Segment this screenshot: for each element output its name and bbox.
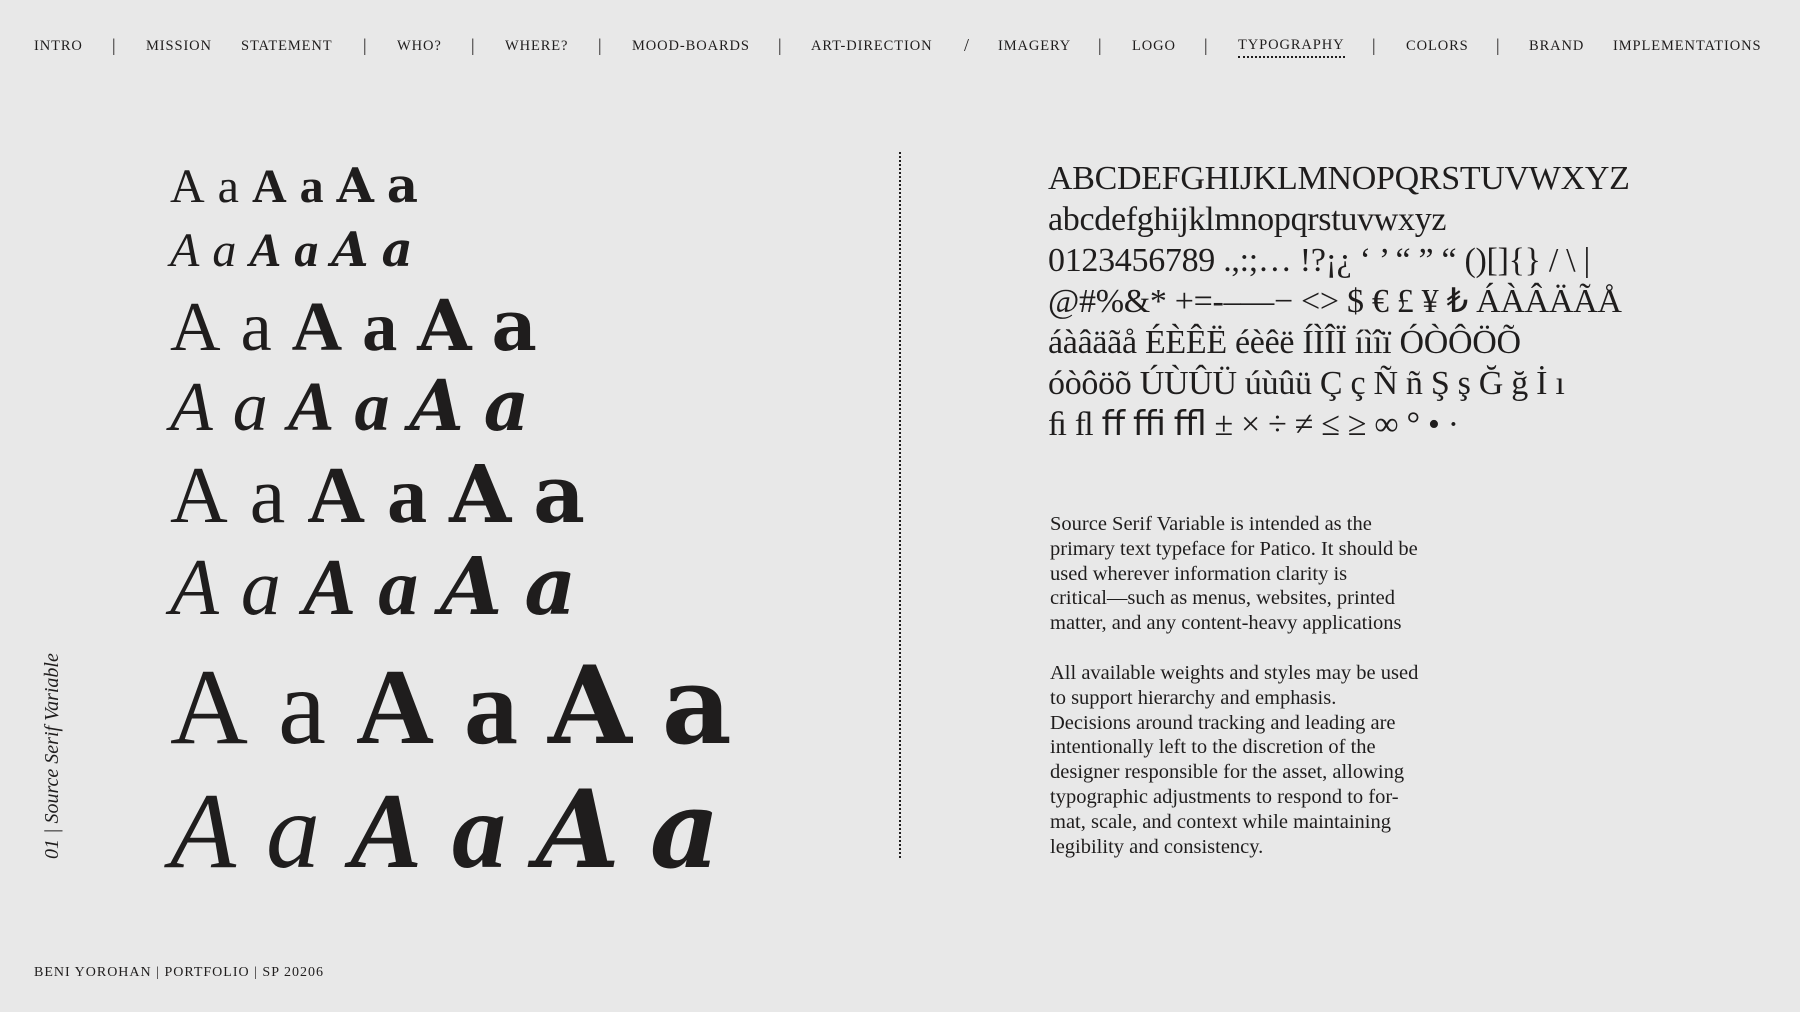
specimen-glyph-semibold-upper: A (307, 452, 366, 540)
text-line: intentionally left to the discretion of the (1050, 736, 1376, 759)
specimen-glyph-semibold-lower: a (299, 160, 324, 213)
specimen-glyph-black-upper: A (417, 284, 472, 367)
nav-link-where[interactable]: WHERE? (505, 38, 569, 54)
specimen-glyph-light-upper: A (170, 160, 205, 213)
footer-credit: BENI YOROHAN | PORTFOLIO | SP 20206 (34, 965, 324, 980)
nav-link-colors[interactable]: COLORS (1406, 38, 1469, 54)
nav-separator: | (1372, 35, 1377, 55)
specimen-row-roman-80 (170, 447, 607, 541)
nav-separator: | (778, 35, 783, 55)
description-paragraph-weights (1050, 661, 1490, 859)
nav-link-who[interactable]: WHO? (397, 38, 442, 54)
nav-separator: | (1204, 35, 1209, 55)
specimen-glyph-black-lower: a (483, 364, 530, 447)
nav-separator: | (1496, 35, 1501, 55)
specimen-glyph-semibold-upper: A (291, 289, 343, 366)
specimen-row-italic-48 (170, 222, 426, 278)
specimen-glyph-black-lower: a (649, 767, 720, 893)
specimen-glyph-light-upper: A (170, 648, 248, 767)
glyph-line-symbols-currency: @#%&* +=-–—− <> $ € £ ¥ ₺ ÁÀÂÄÃÅ (1048, 283, 1622, 320)
nav-separator: | (471, 35, 476, 55)
specimen-glyph-light-lower: a (232, 369, 268, 446)
nav-separator: | (363, 35, 368, 55)
specimen-glyph-light-upper: A (170, 289, 221, 366)
specimen-glyph-black-upper: A (449, 447, 512, 541)
specimen-glyph-black-upper: A (336, 158, 374, 214)
text-line: critical—such as menus, websites, printed (1050, 587, 1395, 610)
specimen-glyph-semibold-upper: A (302, 544, 357, 632)
glyph-line-lowercase: abcdefghijklmnopqrstuvwxyz (1048, 201, 1447, 238)
nav-link-typography[interactable]: TYPOGRAPHY (1238, 34, 1345, 58)
specimen-row-roman-70 (170, 284, 557, 367)
specimen-glyph-light-lower: a (249, 452, 286, 540)
text-line: designer responsible for the asset, allowing (1050, 761, 1405, 784)
type-specimen-grid (170, 150, 732, 893)
specimen-glyph-semibold-upper: A (349, 772, 423, 891)
text-line: Source Serif Variable is intended as the (1050, 513, 1372, 535)
nav-link-logo[interactable]: LOGO (1132, 38, 1176, 54)
specimen-glyph-light-lower: a (278, 648, 326, 767)
nav-link-imagery[interactable]: IMAGERY (998, 38, 1072, 54)
specimen-glyph-semibold-lower: a (378, 544, 419, 632)
text-line: used wherever information clarity is (1050, 562, 1348, 585)
specimen-glyph-semibold-lower: a (362, 289, 398, 366)
specimen-glyph-light-lower: a (212, 224, 237, 277)
specimen-row-italic-80 (170, 539, 598, 633)
specimen-glyph-black-lower: a (381, 222, 413, 278)
specimen-glyph-semibold-lower: a (387, 452, 428, 540)
glyph-line-uppercase: ABCDEFGHIJKLMNOPQRSTUVWXYZ (1048, 160, 1630, 197)
specimen-glyph-black-lower: a (491, 284, 537, 367)
nav-separator: | (1098, 35, 1103, 55)
nav-link-brand[interactable]: BRAND (1529, 38, 1585, 54)
nav-separator: | (598, 35, 603, 55)
specimen-glyph-semibold-lower: a (452, 772, 507, 891)
nav-separator: | (112, 35, 117, 55)
specimen-glyph-black-lower: a (386, 158, 419, 214)
specimen-glyph-semibold-upper: A (251, 160, 287, 213)
dotted-vertical-divider (899, 152, 901, 858)
top-navigation (0, 34, 1800, 58)
specimen-glyph-light-upper: A (170, 772, 236, 891)
specimen-row-italic-108 (170, 767, 750, 893)
text-line: primary text typeface for Patico. It should be (1050, 537, 1418, 560)
specimen-glyph-black-upper: A (440, 539, 503, 633)
specimen-glyph-light-lower: a (240, 289, 272, 366)
specimen-glyph-light-upper: A (170, 369, 213, 446)
description-paragraph-usage (1050, 512, 1490, 636)
specimen-glyph-light-lower: a (265, 772, 320, 891)
specimen-row-italic-70 (170, 364, 549, 447)
specimen-glyph-black-lower: a (533, 447, 585, 541)
nav-link-mission[interactable]: MISSION (146, 38, 212, 54)
nav-link-mood-boards[interactable]: MOOD-BOARDS (632, 38, 750, 54)
text-line: All available weights and styles may be used (1050, 661, 1419, 684)
text-line: to support hierarchy and emphasis. (1050, 686, 1337, 709)
nav-link-statement[interactable]: STATEMENT (241, 38, 333, 54)
specimen-row-roman-48 (170, 158, 431, 214)
nav-link-implementations[interactable]: IMPLEMENTATIONS (1613, 38, 1762, 54)
specimen-glyph-semibold-lower: a (294, 224, 319, 277)
specimen-glyph-light-upper: A (170, 452, 228, 540)
specimen-glyph-light-lower: a (240, 544, 281, 632)
section-label-vertical: 01 | Source Serif Variable (41, 653, 63, 859)
specimen-glyph-black-upper: A (547, 643, 632, 769)
nav-link-intro[interactable]: INTRO (34, 38, 83, 54)
specimen-glyph-semibold-lower: a (463, 648, 518, 767)
specimen-glyph-semibold-lower: a (354, 369, 390, 446)
specimen-glyph-black-lower: a (524, 539, 577, 633)
glyph-line-accented-o-u-special: óòôöõ ÚÙÛÜ úùûü Ç ç Ñ ñ Ş ş Ğ ğ İ ı (1048, 365, 1565, 402)
character-set (1048, 158, 1768, 445)
specimen-glyph-semibold-upper: A (249, 224, 282, 277)
specimen-glyph-black-lower: a (661, 643, 732, 769)
specimen-glyph-light-upper: A (170, 224, 200, 277)
nav-link-art-direction[interactable]: ART-DIRECTION (811, 38, 933, 54)
specimen-glyph-black-upper: A (536, 767, 620, 893)
text-line: mat, scale, and context while maintaining (1050, 810, 1391, 833)
specimen-glyph-light-lower: a (217, 160, 239, 213)
text-line: typographic adjustments to respond to for- (1050, 785, 1399, 808)
text-line: legibility and consistency. (1050, 835, 1264, 858)
specimen-glyph-light-upper: A (170, 544, 219, 632)
glyph-line-ligatures-math: ﬁ ﬂ ﬀ ﬃ ﬄ ± × ÷ ≠ ≤ ≥ ∞ ° • · (1048, 406, 1459, 443)
specimen-glyph-black-upper: A (409, 364, 464, 447)
nav-slash-separator: / (964, 35, 970, 55)
specimen-glyph-black-upper: A (331, 222, 369, 278)
text-line: matter, and any content-heavy applications (1050, 612, 1402, 635)
specimen-row-roman-108 (170, 643, 762, 769)
specimen-glyph-semibold-upper: A (287, 369, 335, 446)
glyph-line-accented-a-e-i-o: áàâäãå ÉÈÊË éèêë ÍÌÎÏ íìîï ÓÒÔÖÕ (1048, 324, 1521, 361)
glyph-line-figures-punctuation: 0123456789 .,:;… !?¡¿ ‘ ’ “ ” “ ()[]{} / \ | (1048, 242, 1591, 279)
typeface-description (1050, 512, 1490, 884)
specimen-glyph-semibold-upper: A (355, 648, 434, 767)
text-line: Decisions around tracking and leading are (1050, 711, 1396, 734)
